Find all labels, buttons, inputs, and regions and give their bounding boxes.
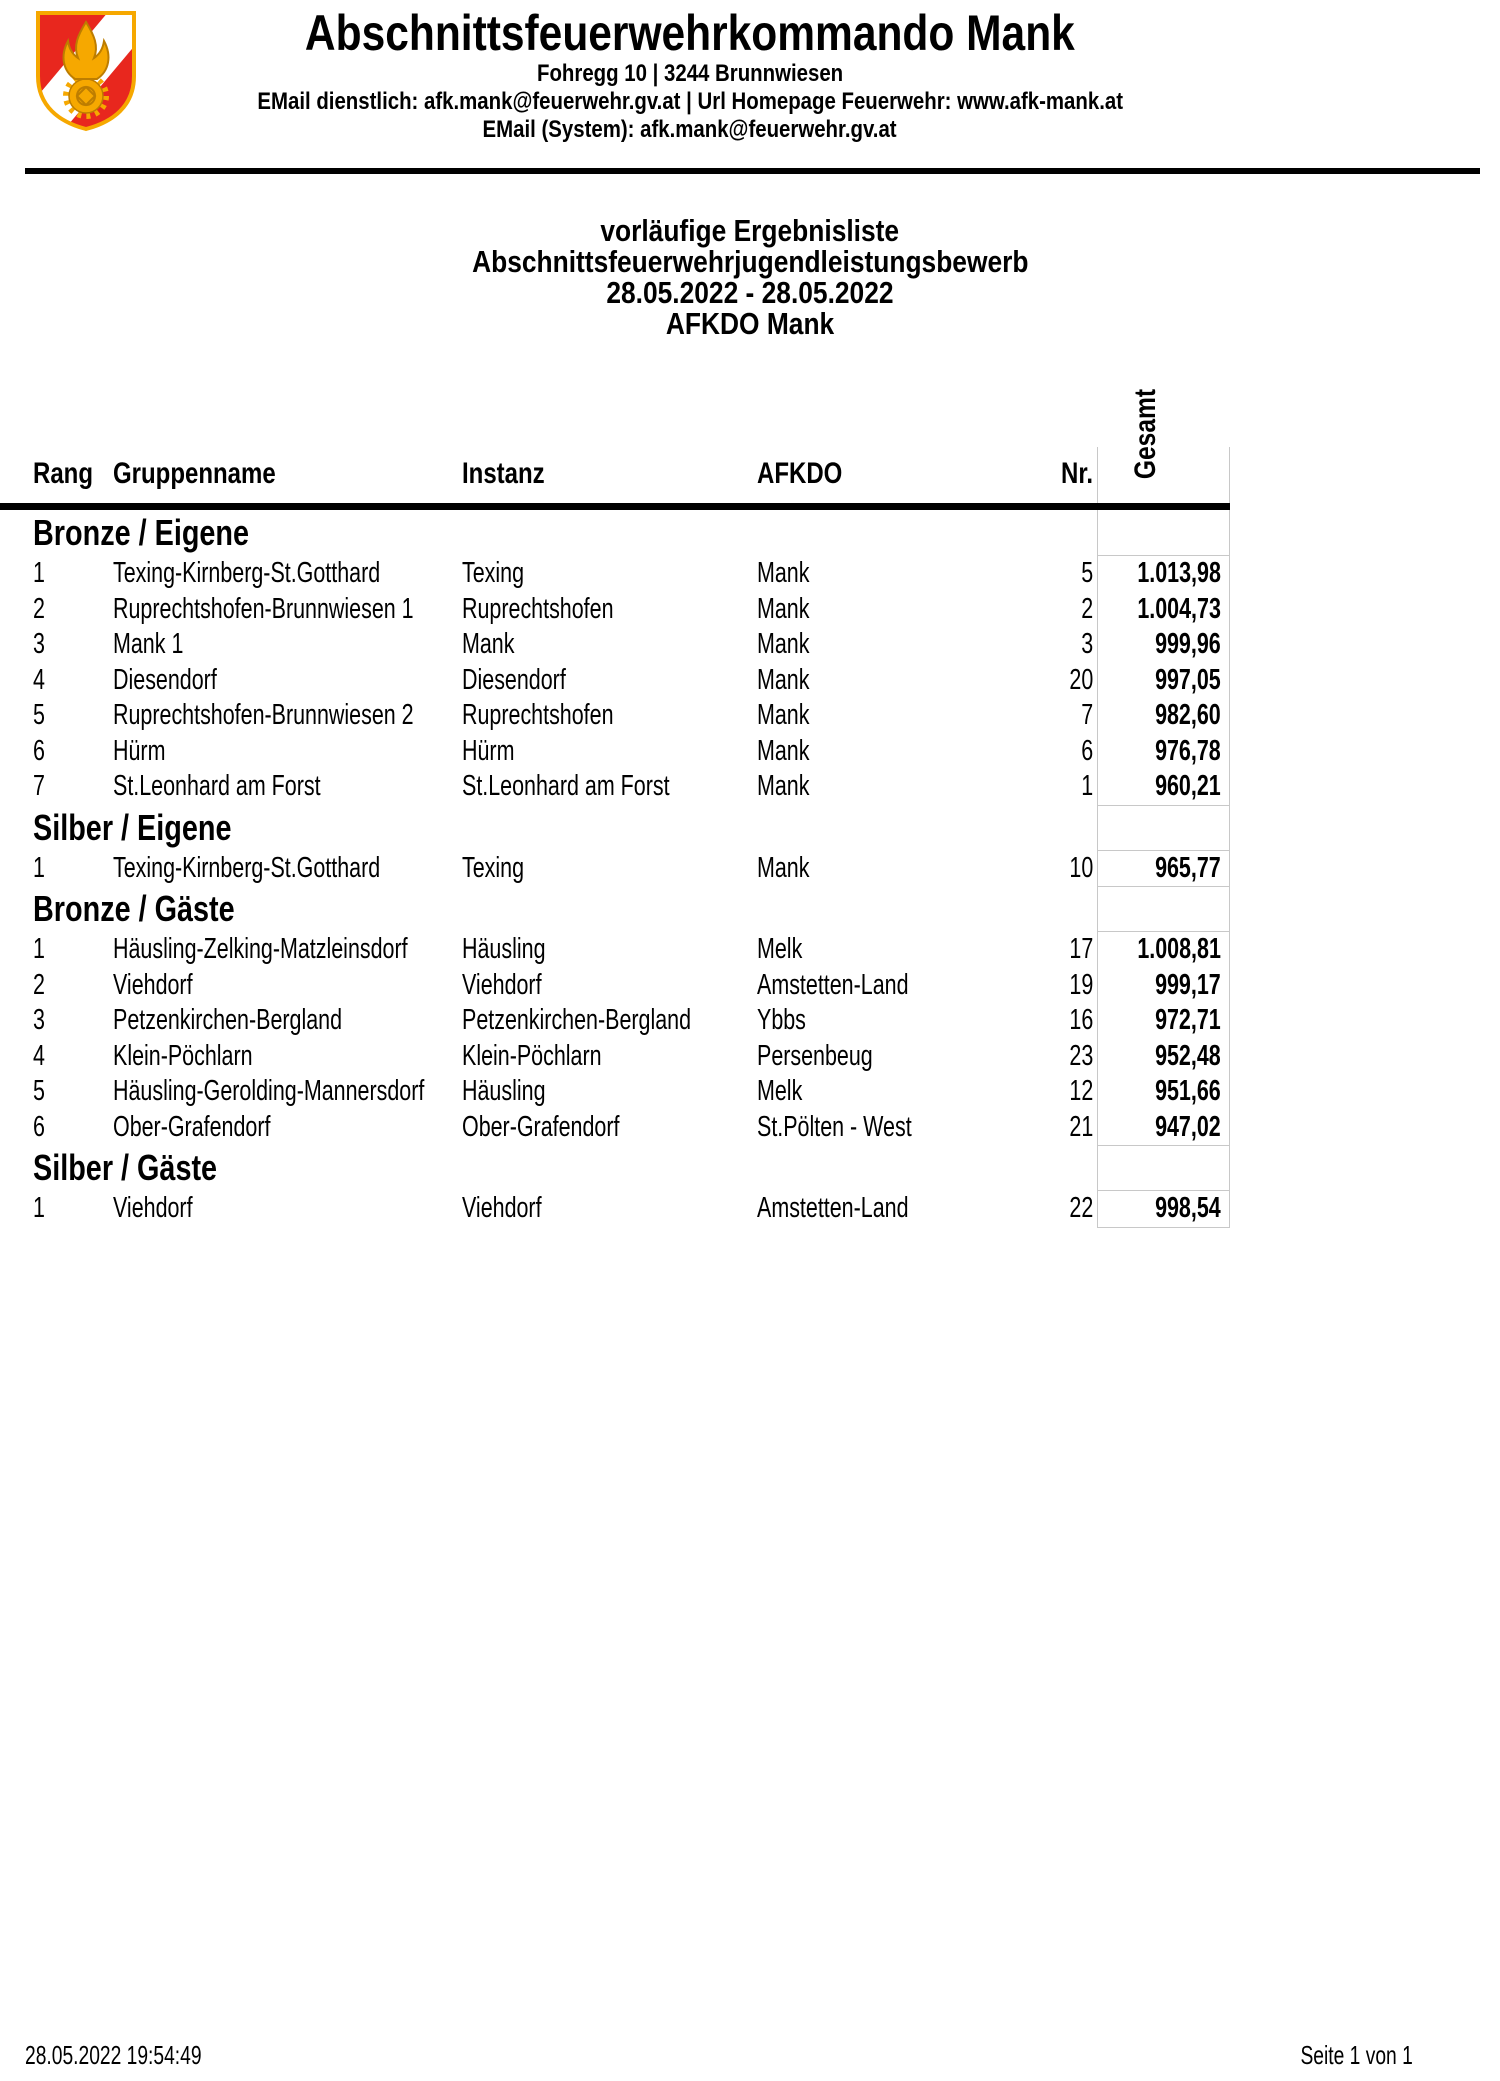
cell-instanz: Hürm [462,734,515,767]
cell-rang: 2 [33,592,45,625]
cell-afkdo: Persenbeug [757,1039,873,1072]
cell-rang: 6 [33,1110,45,1143]
cell-afkdo: Amstetten-Land [757,1192,909,1224]
cell-afkdo: Mank [757,770,810,802]
cell-gruppenname: Häusling-Gerolding-Mannersdorf [113,1075,425,1107]
cell-afkdo: Mank [757,734,810,767]
cell-afkdo: Amstetten-Land [757,968,909,1001]
table-row [0,627,1230,663]
cell-rang: 1 [33,851,45,884]
cell-gesamt: 1.013,98 [1097,556,1230,592]
col-header-instanz: Instanz [462,457,545,490]
cell-nr: 20 [1069,663,1093,696]
cell-rang: 4 [33,1039,45,1072]
cell-nr: 22 [1069,1192,1093,1224]
cell-instanz: Ruprechtshofen [462,592,614,625]
cell-nr: 19 [1069,968,1093,1001]
cell-rang: 6 [33,734,45,767]
cell-gesamt: 997,05 [1097,663,1230,699]
org-system-email-line: EMail (System): afk.mank@feuerwehr.gv.at [482,116,898,143]
cell-gruppenname: St.Leonhard am Forst [113,770,321,802]
cell-gruppenname: Ober-Grafendorf [113,1110,271,1143]
cell-gesamt: 1.008,81 [1097,932,1230,968]
cell-afkdo: Mank [757,628,810,660]
cell-afkdo: Ybbs [757,1004,806,1036]
gesamt-column-box [1097,1145,1230,1191]
table-row [0,556,1230,592]
col-header-nr: Nr. [1060,457,1093,490]
org-address: Fohregg 10 | 3244 Brunnwiesen [536,60,844,87]
table-row [0,592,1230,628]
cell-gruppenname: Petzenkirchen-Bergland [113,1004,343,1036]
cell-rang: 5 [33,1075,45,1107]
table-row [0,1074,1230,1110]
cell-instanz: Häusling [462,1075,546,1107]
cell-rang: 1 [33,1192,45,1224]
cell-gesamt: 947,02 [1097,1110,1230,1147]
cell-instanz: St.Leonhard am Forst [462,770,670,802]
cell-afkdo: Mank [757,557,810,589]
table-row [0,1039,1230,1075]
results-table [0,339,1230,1227]
cell-gesamt: 960,21 [1097,769,1230,806]
cell-nr: 10 [1069,851,1093,884]
table-row [0,1003,1230,1039]
cell-gesamt: 972,71 [1097,1003,1230,1039]
table-header-row [0,339,1230,510]
col-header-afkdo: AFKDO [757,457,843,490]
cell-rang: 5 [33,699,45,731]
section-title: Bronze / Eigene [33,512,250,553]
table-row [0,734,1230,770]
table-row [0,663,1230,699]
cell-afkdo: Mank [757,592,810,625]
cell-gruppenname: Hürm [113,734,166,767]
cell-instanz: Viehdorf [462,968,542,1001]
cell-gruppenname: Klein-Pöchlarn [113,1039,253,1072]
table-row [0,932,1230,968]
cell-nr: 21 [1069,1110,1093,1143]
cell-instanz: Texing [462,851,525,884]
cell-nr: 3 [1081,628,1093,660]
cell-gesamt: 998,54 [1097,1191,1230,1228]
cell-gesamt: 965,77 [1097,851,1230,888]
cell-instanz: Klein-Pöchlarn [462,1039,602,1072]
col-header-rang: Rang [33,457,93,490]
cell-gesamt: 999,96 [1097,627,1230,663]
footer-timestamp: 28.05.2022 19:54:49 [25,2040,202,2070]
section-header-row [0,510,1230,556]
cell-gruppenname: Mank 1 [113,628,184,660]
cell-gesamt: 952,48 [1097,1039,1230,1075]
cell-gruppenname: Ruprechtshofen-Brunnwiesen 1 [113,592,414,625]
cell-instanz: Texing [462,557,525,589]
cell-rang: 2 [33,968,45,1001]
cell-nr: 5 [1081,557,1093,589]
cell-gruppenname: Viehdorf [113,1192,193,1224]
doc-title-line-2: Abschnittsfeuerwehrjugendleistungsbewerb [471,244,1029,279]
gesamt-column-box [1097,510,1230,556]
cell-instanz: Petzenkirchen-Bergland [462,1004,692,1036]
footer-page-number: Seite 1 von 1 [1300,2040,1413,2070]
table-row [0,1110,1230,1146]
cell-gruppenname: Häusling-Zelking-Matzleinsdorf [113,933,408,965]
cell-gruppenname: Texing-Kirnberg-St.Gotthard [113,557,381,589]
cell-gesamt: 982,60 [1097,698,1230,734]
table-body [0,510,1230,1227]
cell-gruppenname: Texing-Kirnberg-St.Gotthard [113,851,381,884]
cell-nr: 6 [1081,734,1093,767]
org-email-line: EMail dienstlich: afk.mank@feuerwehr.gv.at | Url Homepage Feuerwehr: www.afk-mank.at [257,88,1123,115]
col-header-gesamt-rotated: Gesamt [1129,388,1162,480]
col-header-gruppenname: Gruppenname [113,457,276,490]
section-header-row [0,1145,1230,1191]
table-row [0,769,1230,805]
cell-rang: 3 [33,1004,45,1036]
cell-gesamt: 951,66 [1097,1074,1230,1110]
gesamt-column-box [1097,805,1230,851]
gesamt-column-box [1097,886,1230,932]
cell-nr: 2 [1081,592,1093,625]
cell-afkdo: Melk [757,933,803,965]
table-row [0,968,1230,1004]
cell-rang: 7 [33,770,45,802]
doc-title-line-4: AFKDO Mank [665,306,835,341]
cell-afkdo: Melk [757,1075,803,1107]
cell-instanz: Diesendorf [462,663,566,696]
gesamt-column-header-box [1097,447,1230,503]
doc-title-line-1: vorläufige Ergebnisliste [600,213,900,248]
cell-instanz: Mank [462,628,515,660]
cell-rang: 1 [33,933,45,965]
cell-rang: 1 [33,557,45,589]
cell-nr: 12 [1069,1075,1093,1107]
cell-gruppenname: Diesendorf [113,663,217,696]
cell-instanz: Ober-Grafendorf [462,1110,620,1143]
section-title: Bronze / Gäste [33,888,235,929]
section-header-row [0,805,1230,851]
letterhead [0,6,1380,144]
cell-nr: 23 [1069,1039,1093,1072]
cell-instanz: Viehdorf [462,1192,542,1224]
cell-nr: 1 [1081,770,1093,802]
cell-gesamt: 1.004,73 [1097,592,1230,628]
cell-rang: 4 [33,663,45,696]
cell-nr: 7 [1081,699,1093,731]
cell-instanz: Häusling [462,933,546,965]
report-content [0,174,1500,1227]
cell-gesamt: 976,78 [1097,734,1230,770]
doc-title-line-3: 28.05.2022 - 28.05.2022 [606,275,894,310]
section-title: Silber / Gäste [33,1147,218,1188]
table-row [0,851,1230,887]
cell-afkdo: Mank [757,851,810,884]
cell-instanz: Ruprechtshofen [462,699,614,731]
cell-afkdo: Mank [757,699,810,731]
cell-gruppenname: Viehdorf [113,968,193,1001]
cell-afkdo: Mank [757,663,810,696]
cell-gruppenname: Ruprechtshofen-Brunnwiesen 2 [113,699,414,731]
cell-nr: 16 [1069,1004,1093,1036]
section-title: Silber / Eigene [33,806,232,848]
section-header-row [0,886,1230,932]
org-title: Abschnittsfeuerwehrkommando Mank [305,5,1075,61]
document-title-block [0,215,1500,339]
table-row [0,698,1230,734]
table-row [0,1191,1230,1227]
cell-nr: 17 [1069,933,1093,965]
cell-afkdo: St.Pölten - West [757,1110,912,1143]
cell-gesamt: 999,17 [1097,968,1230,1004]
cell-rang: 3 [33,628,45,660]
